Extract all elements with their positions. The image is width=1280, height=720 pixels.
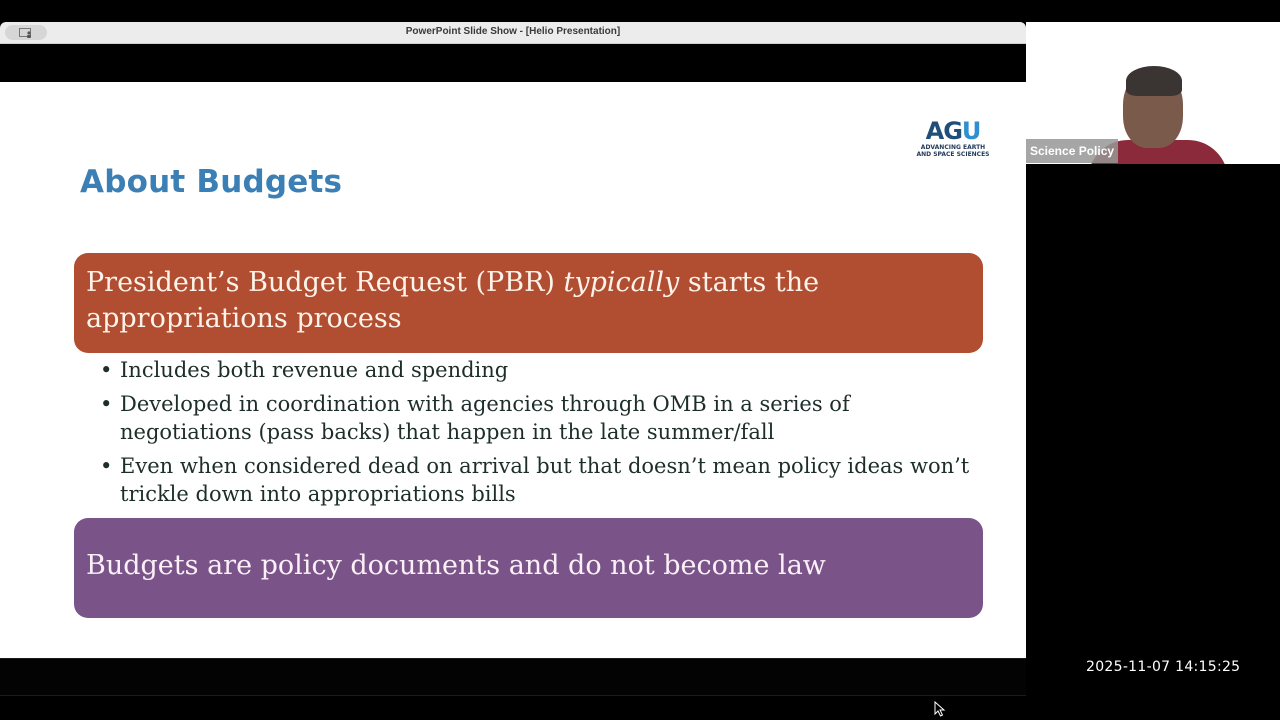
- bullet-list: [100, 356, 980, 514]
- window-titlebar: [0, 22, 1026, 44]
- bullet-dot-icon: •: [100, 392, 113, 416]
- policy-footer-box: [74, 518, 983, 618]
- agu-logo: [916, 118, 990, 164]
- participant-video-tile[interactable]: [1026, 22, 1280, 164]
- recording-timestamp: 2025-11-07 14:15:25: [1086, 659, 1241, 675]
- agu-logo-tagline-2: AND SPACE SCIENCES: [916, 151, 990, 158]
- agu-logo-mark: AGU: [925, 117, 981, 145]
- pbr-header-box: [74, 253, 983, 353]
- slide-title: About Budgets: [80, 164, 343, 200]
- policy-footer-text: Budgets are policy documents and do not become law: [86, 550, 826, 581]
- participant-name-label: Science Policy: [1026, 139, 1118, 163]
- bullet-item: • Even when considered dead on arrival but that doesn’t mean policy ideas won’t trickle down into appropriations bills: [100, 454, 970, 506]
- powerpoint-slideshow-window: [0, 22, 1026, 696]
- pbr-header-text: President’s Budget Request (PBR) typically starts the appropriations process: [86, 267, 820, 334]
- mouse-cursor-icon: [934, 701, 946, 717]
- bullet-dot-icon: •: [100, 454, 113, 478]
- bullet-dot-icon: •: [100, 358, 113, 382]
- participant-hair: [1126, 66, 1182, 96]
- slide[interactable]: [0, 82, 1026, 658]
- window-title: PowerPoint Slide Show - [Helio Presentation]: [405, 26, 621, 37]
- bullet-item: • Developed in coordination with agencies through OMB in a series of negotiations (pass backs) that happen in the late summer/fall: [100, 392, 850, 444]
- slide-letterbox-bottom: [0, 658, 1026, 696]
- bullet-item: • Includes both revenue and spending: [100, 358, 509, 382]
- slide-letterbox-top: [0, 44, 1026, 82]
- agu-logo-tagline-1: ADVANCING EARTH: [920, 144, 986, 151]
